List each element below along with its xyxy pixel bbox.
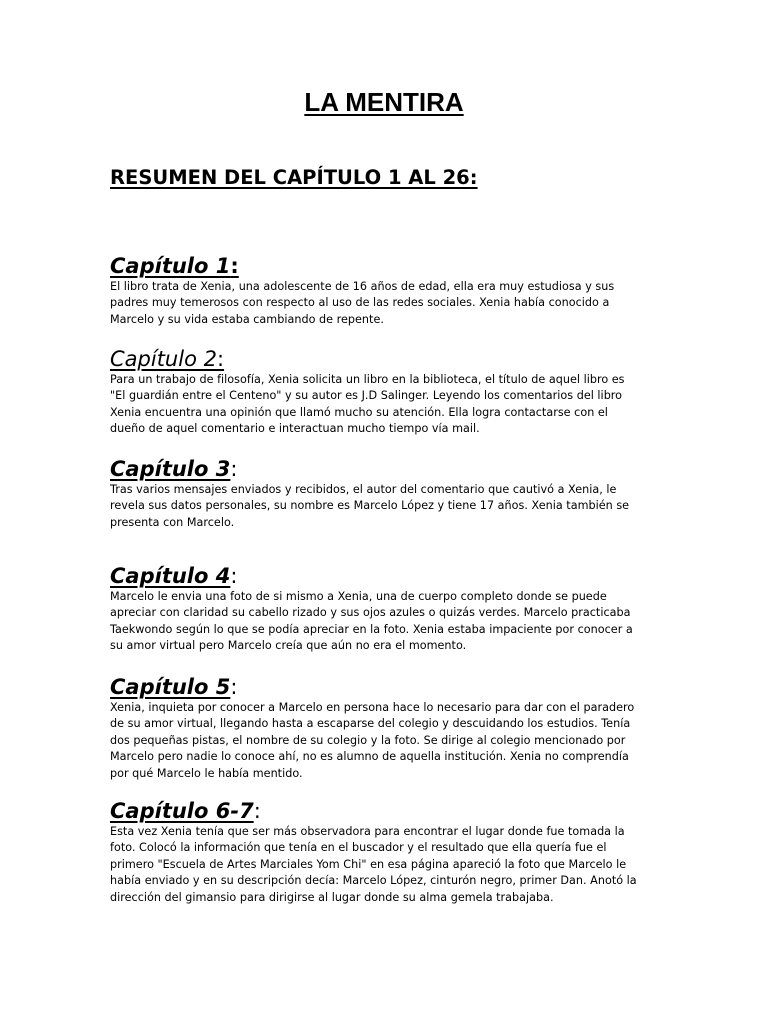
summary-line: dos pequeñas pistas, el nombre de su colegio y la foto. Se dirige al colegio mencionado por [110,733,626,747]
summary-line: por qué Marcelo le había mentido. [110,766,303,780]
summary-line: había enviado y en su descripción decía: Marcelo López, cinturón negro, primer Dan. Anotó la [110,874,637,888]
chapter-heading [110,563,660,589]
document-subtitle: RESUMEN DEL CAPÍTULO 1 AL 26: [110,166,478,189]
summary-line: Marcelo y su vida estaba cambiando de repente. [110,312,384,326]
chapter-heading-text: Capítulo 3 [110,457,231,481]
chapter-heading-text: Capítulo 4 [110,564,231,588]
summary-line: primero "Escuela de Artes Marciales Yom Chi" en esa página apareció la foto que Marcelo le [110,857,627,871]
summary-line: foto. Colocó la información que tenía en el buscador y el resultado que ella quería fue el [110,841,607,855]
summary-line: revela sus datos personales, su nombre es Marcelo López y tiene 17 años. Xenia también se [110,499,630,513]
chapter-heading-text: Capítulo 6-7 [110,799,254,823]
chapter-heading-colon: : [230,457,238,481]
summary-line: padres muy temerosos con respecto al uso de las redes sociales. Xenia había conocido a [110,296,610,310]
chapter-heading-colon: : [216,347,225,371]
chapter-heading-colon: : [230,254,239,278]
chapter-summary [110,589,660,655]
chapter-heading [110,674,660,700]
summary-line: presenta con Marcelo. [110,515,235,529]
summary-line: Tras varios mensajes enviados y recibidos, el autor del comentario que cautivó a Xenia, le [110,483,617,496]
chapter-heading-colon: : [230,564,238,588]
chapter-summary [110,372,660,438]
chapter-summary [110,700,660,782]
chapter-summary [110,279,660,328]
chapter-heading-colon: : [230,675,238,699]
summary-line: dirección del gimansio para dirigirse al lugar donde su alma gemela trabajaba. [110,890,554,904]
chapter-6-7-section [110,798,660,906]
chapter-heading-text: Capítulo 2 [110,347,217,371]
summary-line: Esta vez Xenia tenía que ser más observadora para encontrar el lugar donde fue tomada la [110,825,625,838]
chapter-heading [110,798,660,824]
chapter-5-section [110,674,660,782]
chapter-1-section [110,253,660,328]
chapter-heading-colon: : [253,799,261,823]
document-title: LA MENTIRA [304,87,464,117]
chapter-summary [110,482,660,531]
summary-line: Taekwondo según lo que se podía apreciar en la foto. Xenia estaba impaciente por conocer a [110,622,633,636]
chapter-heading [110,253,660,279]
summary-line: El libro trata de Xenia, una adolescente de 16 años de edad, ella era muy estudiosa y sus [110,280,615,293]
chapter-heading [110,456,660,482]
summary-line: apreciar con claridad su cabello rizado y sus ojos azules o quizás verdes. Marcelo practicaba [110,606,631,620]
summary-line: Para un trabajo de filosofía, Xenia solicita un libro en la biblioteca, el título de aquel libro es [110,373,625,386]
chapter-3-section [110,456,660,531]
chapter-heading-text: Capítulo 1 [110,254,231,278]
summary-line: su amor virtual pero Marcelo creía que aún no era el momento. [110,639,467,653]
chapter-heading-text: Capítulo 5 [110,675,231,699]
summary-line: Xenia encuentra una opinión que llamó mucho su atención. Ella logra contactarse con el [110,405,608,419]
summary-line: de su amor virtual, llegando hasta a escaparse del colegio y descuidando los estudios. Tenía [110,717,631,731]
chapter-4-section [110,563,660,655]
summary-line: Xenia, inquieta por conocer a Marcelo en persona hace lo necesario para dar con el paradero [110,701,635,714]
summary-line: Marcelo pero nadie lo conoce ahí, no es alumno de aquella institución. Xenia no comprendía [110,750,629,764]
chapter-summary [110,824,660,906]
summary-line: "El guardián entre el Centeno" y su autor es J.D Salinger. Leyendo los comentarios del libro [110,389,623,403]
chapter-heading [110,346,660,372]
chapter-2-section [110,346,660,438]
summary-line: Marcelo le envia una foto de si mismo a Xenia, una de cuerpo completo donde se puede [110,590,607,603]
summary-line: dueño de aquel comentario e interactuan mucho tiempo vía mail. [110,422,480,436]
